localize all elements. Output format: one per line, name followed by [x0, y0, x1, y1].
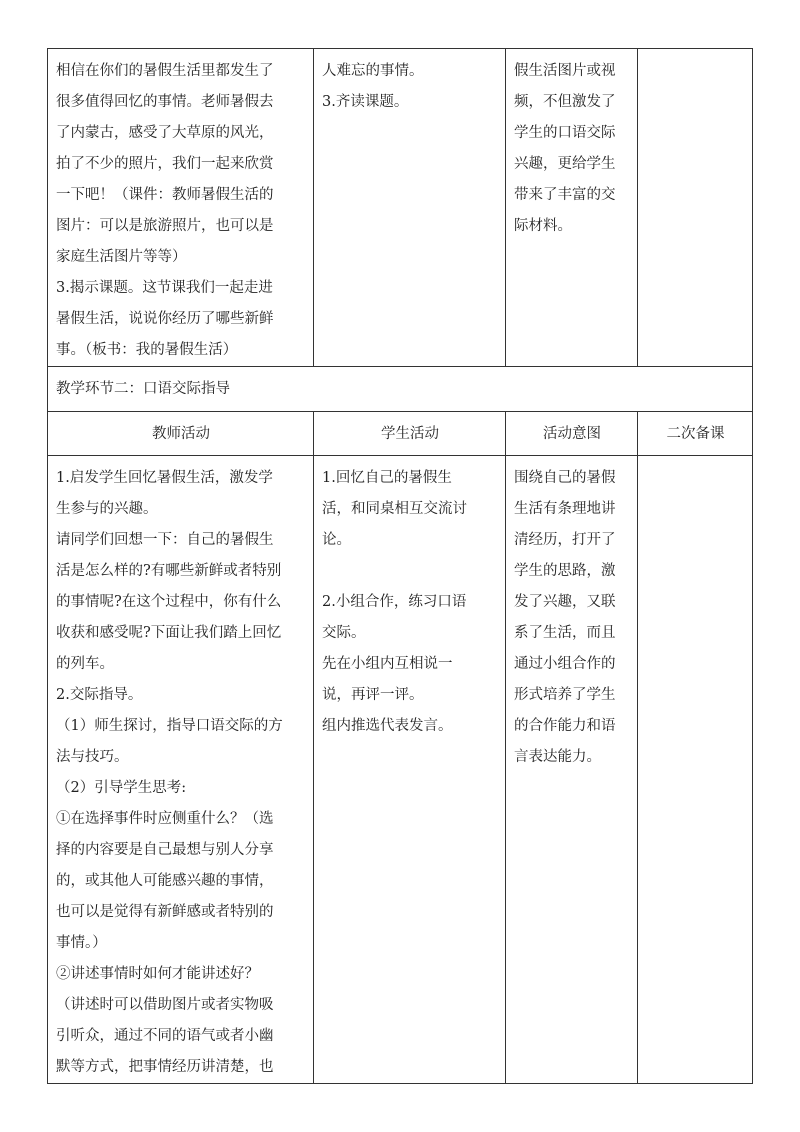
text-line: 活，和同桌相互交流讨 [322, 501, 467, 517]
text-line: 组内推选代表发言。 [322, 718, 453, 734]
text-line: ②讲述事情时如何才能讲述好？ [56, 966, 259, 982]
student-activity-lines [322, 463, 498, 742]
text-line: （讲述时可以借助图片或者实物吸 [56, 997, 274, 1013]
lesson-plan-table [47, 48, 753, 1084]
teacher-activity-cell [48, 49, 314, 367]
teacher-activity-lines [56, 56, 306, 366]
text-line: 收获和感受呢?下面让我们踏上回忆 [56, 625, 282, 641]
text-line [322, 556, 498, 587]
text-line: 择的内容要是自己最想与别人分享 [56, 842, 274, 858]
lesson-plan-page [47, 48, 752, 1084]
activity-intent-cell [506, 49, 638, 367]
text-line: 3.齐读课题。 [322, 94, 409, 110]
text-line: 学生的口语交际 [514, 125, 616, 141]
activity-intent-lines [514, 56, 630, 242]
table-row [48, 456, 753, 1084]
header-second-prep: 二次备课 [638, 412, 753, 456]
second-prep-cell [638, 456, 753, 1084]
text-line: 论。 [322, 532, 351, 548]
text-line: 频，不但激发了 [514, 94, 616, 110]
text-line: 通过小组合作的 [514, 656, 616, 672]
text-line: （2）引导学生思考: [56, 780, 187, 796]
text-line: 暑假生活，说说你经历了哪些新鲜 [56, 311, 274, 327]
text-line: 请同学们回想一下：自己的暑假生 [56, 532, 274, 548]
text-line: 默等方式，把事情经历讲清楚，也 [56, 1059, 274, 1075]
text-line: 3.揭示课题。这节课我们一起走进 [56, 280, 273, 296]
text-line: 围绕自己的暑假 [514, 470, 616, 486]
text-line: 假生活图片或视 [514, 63, 616, 79]
section-title: 教学环节二：口语交际指导 [48, 367, 753, 412]
text-line: 说，再评一评。 [322, 687, 424, 703]
table-header-row [48, 412, 753, 456]
text-line: 2.交际指导。 [56, 687, 143, 703]
text-line: 1.启发学生回忆暑假生活，激发学 [56, 470, 273, 486]
text-line: 事。（板书：我的暑假生活） [56, 342, 238, 358]
text-line: 带来了丰富的交 [514, 187, 616, 203]
text-line: 图片：可以是旅游照片，也可以是 [56, 218, 274, 234]
text-line: 清经历，打开了 [514, 532, 616, 548]
text-line: 生活有条理地讲 [514, 501, 616, 517]
text-line: 家庭生活图片等等） [56, 249, 187, 265]
text-line: 很多值得回忆的事情。老师暑假去 [56, 94, 274, 110]
teacher-activity-lines [56, 463, 306, 1083]
text-line: 学生的思路，激 [514, 563, 616, 579]
text-line: 先在小组内互相说一 [322, 656, 453, 672]
text-line: ①在选择事件时应侧重什么？（选 [56, 811, 274, 827]
text-line: 活是怎么样的?有哪些新鲜或者特别 [56, 563, 282, 579]
activity-intent-cell [506, 456, 638, 1084]
text-line: 了内蒙古，感受了大草原的风光， [56, 125, 274, 141]
text-line: （1）师生探讨，指导口语交际的方 [56, 718, 283, 734]
header-student-activity: 学生活动 [314, 412, 506, 456]
text-line: 系了生活，而且 [514, 625, 616, 641]
text-line: 的合作能力和语 [514, 718, 616, 734]
second-prep-cell [638, 49, 753, 367]
text-line: 生参与的兴趣。 [56, 501, 158, 517]
header-teacher-activity: 教师活动 [48, 412, 314, 456]
text-line: 形式培养了学生 [514, 687, 616, 703]
text-line: 言表达能力。 [514, 749, 601, 765]
text-line: 人难忘的事情。 [322, 63, 424, 79]
text-line: 相信在你们的暑假生活里都发生了 [56, 63, 274, 79]
text-line: 际材料。 [514, 218, 572, 234]
text-line: 法与技巧。 [56, 749, 129, 765]
teacher-activity-cell [48, 456, 314, 1084]
student-activity-cell [314, 49, 506, 367]
text-line: 的列车。 [56, 656, 114, 672]
text-line: 的，或其他人可能感兴趣的事情， [56, 873, 274, 889]
text-line: 兴趣，更给学生 [514, 156, 616, 172]
header-activity-intent: 活动意图 [506, 412, 638, 456]
text-line: 事情。） [56, 935, 107, 951]
activity-intent-lines [514, 463, 630, 773]
text-line: 发了兴趣，又联 [514, 594, 616, 610]
text-line: 一下吧！（课件：教师暑假生活的 [56, 187, 274, 203]
text-line: 2.小组合作，练习口语 [322, 594, 467, 610]
student-activity-lines [322, 56, 498, 118]
table-row [48, 49, 753, 367]
text-line: 拍了不少的照片，我们一起来欣赏 [56, 156, 274, 172]
text-line: 1.回忆自己的暑假生 [322, 470, 452, 486]
student-activity-cell [314, 456, 506, 1084]
text-line: 的事情呢?在这个过程中，你有什么 [56, 594, 282, 610]
text-line: 引听众，通过不同的语气或者小幽 [56, 1028, 274, 1044]
text-line: 交际。 [322, 625, 366, 641]
text-line: 也可以是觉得有新鲜感或者特别的 [56, 904, 274, 920]
table-row [48, 367, 753, 412]
